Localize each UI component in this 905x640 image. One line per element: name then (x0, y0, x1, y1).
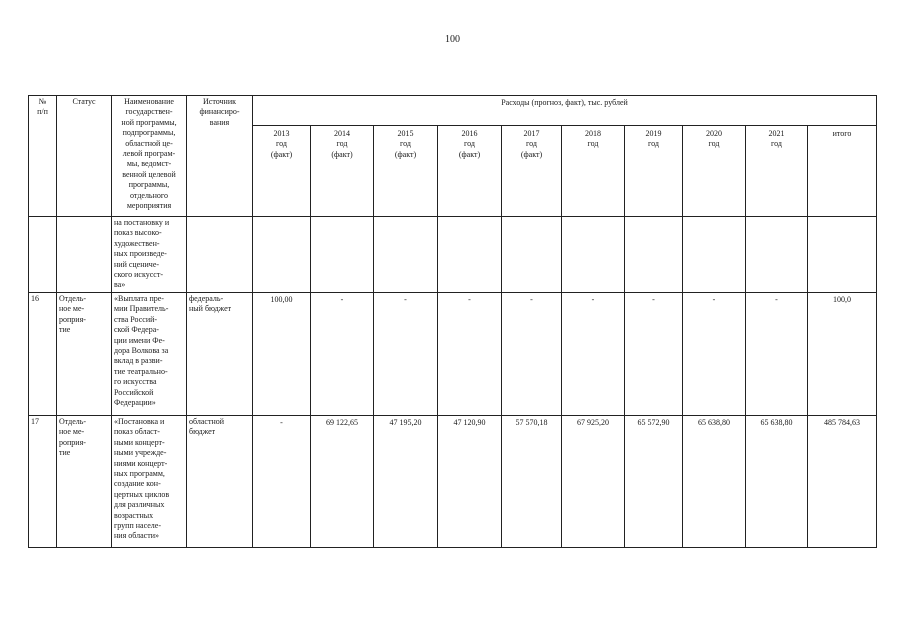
row-value: - (502, 293, 562, 416)
header-name: Наименование государствен- ной программы, подпрограммы, областной це- левой програм- мы, ведомст- венной целевой программы, отдельного мероприятия (112, 96, 187, 217)
row-value (502, 217, 562, 293)
row-value: 100,00 (253, 293, 311, 416)
row-name: «Постановка и показ област- ными концерт- ными учрежде- ниями концерт- ных программ, создание кон- цертных циклов для различных возрастных групп населе- ния области» (112, 416, 187, 548)
row-value: 57 570,18 (502, 416, 562, 548)
row-value: - (438, 293, 502, 416)
header-num: № п/п (29, 96, 57, 217)
row-source: федераль- ный бюджет (187, 293, 253, 416)
row-num (29, 217, 57, 293)
row-value: 67 925,20 (562, 416, 625, 548)
row-value: 47 120,90 (438, 416, 502, 548)
row-value (808, 217, 877, 293)
row-value (683, 217, 746, 293)
row-value: - (683, 293, 746, 416)
row-value: - (625, 293, 683, 416)
header-row-1 (29, 96, 877, 126)
row-value (374, 217, 438, 293)
header-year-2014: 2014 год (факт) (311, 126, 374, 217)
row-source: областной бюджет (187, 416, 253, 548)
row-value: 47 195,20 (374, 416, 438, 548)
header-status: Статус (57, 96, 112, 217)
header-year-2020: 2020 год (683, 126, 746, 217)
row-value: 65 572,90 (625, 416, 683, 548)
row-status: Отдель- ное ме- роприя- тие (57, 293, 112, 416)
expenses-table (28, 95, 877, 548)
row-source (187, 217, 253, 293)
page-number: 100 (445, 34, 460, 45)
header-year-2019: 2019 год (625, 126, 683, 217)
row-num: 16 (29, 293, 57, 416)
table-row (29, 293, 877, 416)
row-status: Отдель- ное ме- роприя- тие (57, 416, 112, 548)
header-year-2013: 2013 год (факт) (253, 126, 311, 217)
row-value (625, 217, 683, 293)
row-value: 485 784,63 (808, 416, 877, 548)
row-name: «Выплата пре- мии Правитель- ства Россий- ской Федера- ции имени Фе- дора Волкова за вклад в разви- тие театрально- го искусства Российской Федерации» (112, 293, 187, 416)
header-year-2018: 2018 год (562, 126, 625, 217)
row-value: - (374, 293, 438, 416)
header-expenses: Расходы (прогноз, факт), тыс. рублей (253, 96, 877, 126)
row-value (562, 217, 625, 293)
table-row (29, 217, 877, 293)
row-value (253, 217, 311, 293)
header-year-2015: 2015 год (факт) (374, 126, 438, 217)
row-status (57, 217, 112, 293)
header-year-2017: 2017 год (факт) (502, 126, 562, 217)
row-value: - (253, 416, 311, 548)
row-value: 69 122,65 (311, 416, 374, 548)
row-value: 65 638,80 (746, 416, 808, 548)
row-value: - (746, 293, 808, 416)
header-year-2016: 2016 год (факт) (438, 126, 502, 217)
header-source: Источник финансиро- вания (187, 96, 253, 217)
row-value: 100,0 (808, 293, 877, 416)
table-row (29, 416, 877, 548)
row-num: 17 (29, 416, 57, 548)
row-value: 65 638,80 (683, 416, 746, 548)
row-value: - (311, 293, 374, 416)
row-value (438, 217, 502, 293)
row-name: на постановку и показ высоко- художествен- ных произведе- ний сцениче- ского искусст- ва» (112, 217, 187, 293)
row-value: - (562, 293, 625, 416)
row-value (311, 217, 374, 293)
header-year-2021: 2021 год (746, 126, 808, 217)
row-value (746, 217, 808, 293)
header-total: итого (808, 126, 877, 217)
